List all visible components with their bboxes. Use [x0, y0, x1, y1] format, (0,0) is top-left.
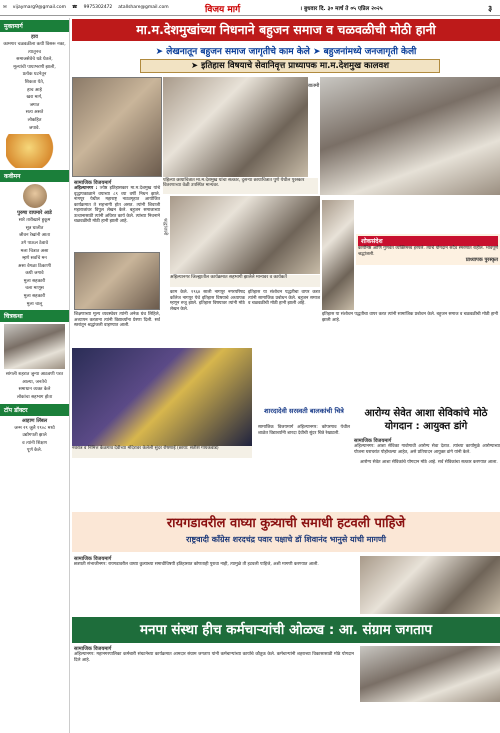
text-line: पूर्ण केले. [26, 448, 43, 454]
phone-icon: ☎ [72, 5, 78, 10]
photo-award [320, 77, 500, 195]
text-line: मुला सहकारी [23, 278, 46, 284]
text-line: लोकहित [27, 117, 42, 123]
text-line: त्यातूनच [27, 49, 41, 55]
arrow-icon: ➤ [190, 61, 202, 71]
text-line: हाच आहे [27, 87, 42, 93]
photo-felicitation [163, 77, 308, 177]
sidebar-section-title: चित्रकथा [0, 310, 69, 322]
health-body-2: आरोग्य सेवेत आशा सेविकांचे योगदान मोठे आहे. सर्व सेविकांचा सत्कार करण्यात आला. [360, 460, 498, 465]
text-line: आल्या, जनतेचे [22, 379, 47, 385]
cartoon-image [4, 324, 65, 369]
text-line: समाधान व्यक्त केले [18, 387, 51, 393]
tribute-body: कार्यनिष्ठ आणि गुणवंत व्यक्तिमत्त्व हरपले. त्यांचे योगदान सदैव स्मरणात राहील. भावपूर्ण श्रद्धांजली. [358, 246, 498, 257]
doctor-lines [0, 425, 69, 455]
text-line: सत्य असते [25, 110, 44, 116]
main-subheadline: ➤ लेखनातून बहुजन समाज जागृतीचे काम केले ➤ बहुजनांमध्ये जनजागृती केली [155, 47, 417, 57]
photo-credit: बातमी [308, 83, 320, 89]
photo-speaker [74, 252, 160, 310]
poet-name: पुरुषा वाघमारे आडे [17, 210, 52, 217]
raigad-headline: रायगडावरील वाघ्या कुत्र्याची समाधी हटवली पाहिजे [166, 516, 406, 531]
photo-portrait [72, 77, 162, 177]
sidebar-section-title: मुक्तमार्ग [0, 20, 69, 32]
photo-caption: पहिल्या छायाचित्रात मा.म.देशमुख यांचा सत्कार, दुसऱ्या छायाचित्रात पुणे येथील पुरस्कार वितरणाच्या वेळी उपस्थित मान्यवर. [163, 178, 318, 194]
story-column-4: इतिहास या संशोधन पद्धतीचा वापर करत त्यांनी सामाजिक प्रबोधन केले. बहुजन समाज व चळवळीची मोठी हानी झाली आहे. [248, 290, 320, 306]
temple-caption: नवरात्र व निमित्त केळगाव देवीच्या मंदिरावर केलेली सुंदर रोषणाई (छाया: सतीश गायकवाड) [72, 446, 252, 458]
text-line: उगे पाऊल ठेवावे [21, 240, 48, 246]
arrow-icon: ➤ [155, 47, 167, 57]
sharda-body: सामाजिक विजयमार्ग अहिल्यानगर: कोपरगाव येथील शाळेत विद्यार्थ्यांनी शारदा देवीची सुंदर चित्रे रेखाटली. [258, 425, 350, 436]
phone-text: 9975302472 [83, 5, 113, 10]
side-label: श्रद्धांजली [162, 218, 168, 236]
employee-byline: सामाजिक विजयमार्ग [74, 646, 112, 652]
text-line: मुला चालू [26, 301, 43, 307]
tribute-extra: इतिहास या संशोधन पद्धतीचा वापर करत त्यांनी सामाजिक प्रबोधन केले. बहुजन समाज व चळवळीची मोठी हानी झाली आहे. [322, 312, 498, 323]
text-line: लोकांचा सहभाग होता [16, 395, 53, 401]
sharda-headline: शारदादेवी सरस्वती बालकांची चित्रे [264, 407, 344, 415]
text-line: कधी जगावे [25, 271, 44, 277]
text-line: कामगार चळवळीला कधी विसरू नका, [3, 42, 66, 47]
tribute-signature: प्राध्यापक पुरस्कृत [465, 257, 498, 263]
page-number: ३ [488, 4, 493, 13]
raigad-subheadline: राष्ट्रवादी काँग्रेस शरदचंद्र पवार पक्षाचे डॉ शिवानंद भानुसे यांची मागणी [186, 535, 386, 544]
text-line: समाजसेवेचे धडे घेतले, [16, 57, 53, 63]
story-column-3: काम केले. १९६४ साली नागपूर नगरपरिषद कॉलेज नागपूर येथे इतिहास विषयाचे अध्यापक म्हणून रुजू झाले. इतिहास विषयावर त्यांनी मोठे लेखन केले. [170, 290, 245, 312]
poem3-lines [0, 278, 69, 308]
text-line: उद्योगपती झाले [22, 433, 47, 439]
text-line: व त्यांनी शिक्षण [22, 440, 47, 446]
story-body: अहिल्यानगर : ज्येष्ठ इतिहासकार मा.म.देशमुख यांचे वृद्धापकाळाने वयाच्या ८९ व्या वर्षी निधन झाले. नागपूर येथील महाराष्ट्र नाट्यगृहात आयोजित कार्यक्रमात ते सहभागी होत असत. त्यांनी शिवाजी महाराजांवर विपुल लेखन केले. बहुजन समाजाच्या उत्थानासाठी त्यांनी अविरत कार्य केले. त्यांच्या निधनाने चळवळीची मोठी हानी झाली आहे. [74, 186, 160, 224]
story-byline: सामाजिक विजयमार्ग [74, 180, 112, 186]
text-line: जगात [29, 102, 40, 108]
text-line: मला चित्रात असा [20, 248, 49, 254]
arrow-icon: ➤ [312, 47, 324, 57]
doctor-name: आहाण लिंबल [21, 417, 48, 424]
main-banner: ➤ इतिहास विषयाचे सेवानिवृत्त प्राध्यापक मा.म.देशमुख कालवश [140, 59, 440, 73]
mail-icon: ✉ [3, 5, 7, 10]
photo-employees [360, 646, 500, 702]
top-bar [0, 0, 500, 16]
poem2-lines [0, 248, 69, 278]
photo-group [170, 196, 320, 274]
tribute-box [356, 234, 500, 265]
photo-asha-workers [360, 556, 500, 614]
text-line: म्हणे सर्वांचे मन [22, 256, 47, 262]
health-headline: आरोग्य सेवेत आशा सेविकांचे मोठे योगदान : आयुक्त डांगे [364, 408, 488, 432]
photo-caption-2: अहिल्यानगर जिल्ह्यातील कार्यक्रमात सहभागी झालेले मान्यवर व कार्यकर्ते [170, 275, 320, 287]
health-byline: सामाजिक विजयमार्ग [354, 438, 392, 444]
text-line: जीवन रेखांनी आता [18, 233, 51, 239]
text-line: असा वेगळा ठिकाणी [18, 263, 51, 269]
text-line: सूत्र घालीत [25, 225, 44, 231]
photo-sidebar [322, 200, 354, 310]
email-text: vijaymarg9@gmail.com [12, 5, 67, 10]
text-line: जपावे. [29, 125, 40, 131]
poem-title: हाव [31, 34, 38, 40]
employee-headline: मनपा संस्था हीच कर्मचाऱ्यांची ओळख : आ. संग्राम जगताप [72, 617, 500, 643]
text-line: सारे तारीखाने हुकूम [18, 218, 51, 224]
web-text: atallshare@gmail.com [118, 5, 169, 10]
text-line: शिकता येते, [24, 79, 45, 85]
cartoon-image [6, 134, 63, 168]
text-line: चला माणूस [25, 286, 44, 292]
poem-lines [0, 41, 69, 132]
raigad-headline-block [72, 512, 500, 552]
photo-temple [72, 348, 252, 446]
sidebar [0, 18, 70, 733]
avatar [23, 184, 47, 208]
main-headline: मा.म.देशमुखांच्या निधनाने बहुजन समाज व चळवळीची मोठी हानी [72, 19, 500, 41]
masthead: विजय मार्ग [205, 5, 241, 15]
tribute-title: शोकसंदेश [358, 236, 498, 246]
raigad-byline: सामाजिक विजयमार्ग [74, 556, 112, 562]
employee-body: अहिल्यानगर: महानगरपालिका कर्मचारी संघटनेच्या कार्यक्रमात आमदार संग्राम जगताप यांनी कर्मचाऱ्यांच्या कार्याचे कौतुक केले. कर्मचाऱ्यांनी शहराच्या विकासासाठी मोठे योगदान दिले आहे. [74, 652, 354, 663]
text-line: प्रत्येक घटनेतून [22, 72, 47, 78]
raigad-body: छत्रपती संभाजीनगर: रायगडावरील वाघ्या कुत्र्याच्या समाधीविषयी इतिहासात कोणताही पुरावा नाही, त्यामुळे ती हटवली पाहिजे, अशी मागणी करण्यात आली. [74, 562, 319, 567]
story-lines [0, 371, 69, 401]
story-body-continued: शिक्षणाच्या मूल्य व्यवस्थेवर त्यांनी अनेक ग्रंथ लिहिले, अध्यापन करताना त्यांनी विद्यार्थ्यांना प्रेरणा दिली. सर्व स्तरांतून श्रद्धांजली वाहण्यात आली. [74, 312, 160, 328]
sidebar-section-title: टॉप डॉक्टर [0, 404, 69, 416]
health-body: अहिल्यानगर: आशा सेविका गावोगावी आरोग्य सेवा देतात. त्यांच्या कार्यामुळे आरोग्याच्या योजना घराघरांत पोहोचल्या आहेत, असे प्रतिपादन आयुक्त डांगे यांनी केले. [354, 444, 500, 455]
text-line: मूल्यांची पायाभरणी झाली, [13, 64, 56, 70]
sidebar-section-title: कवीमन [0, 170, 69, 182]
text-line: खरा मार्ग, [26, 95, 43, 101]
text-line: जन्म २९ जुलै १९०८ मध्ये [14, 425, 55, 431]
text-line: मुला सहकारी [23, 294, 46, 300]
poet-lines [0, 217, 69, 247]
text-line: सांगली शहरात जुन्या आठवणी परत [5, 372, 64, 378]
issue-date: । बुधवार दि. ३० मार्च ते ०५ एप्रिल २०२५ [300, 6, 383, 12]
